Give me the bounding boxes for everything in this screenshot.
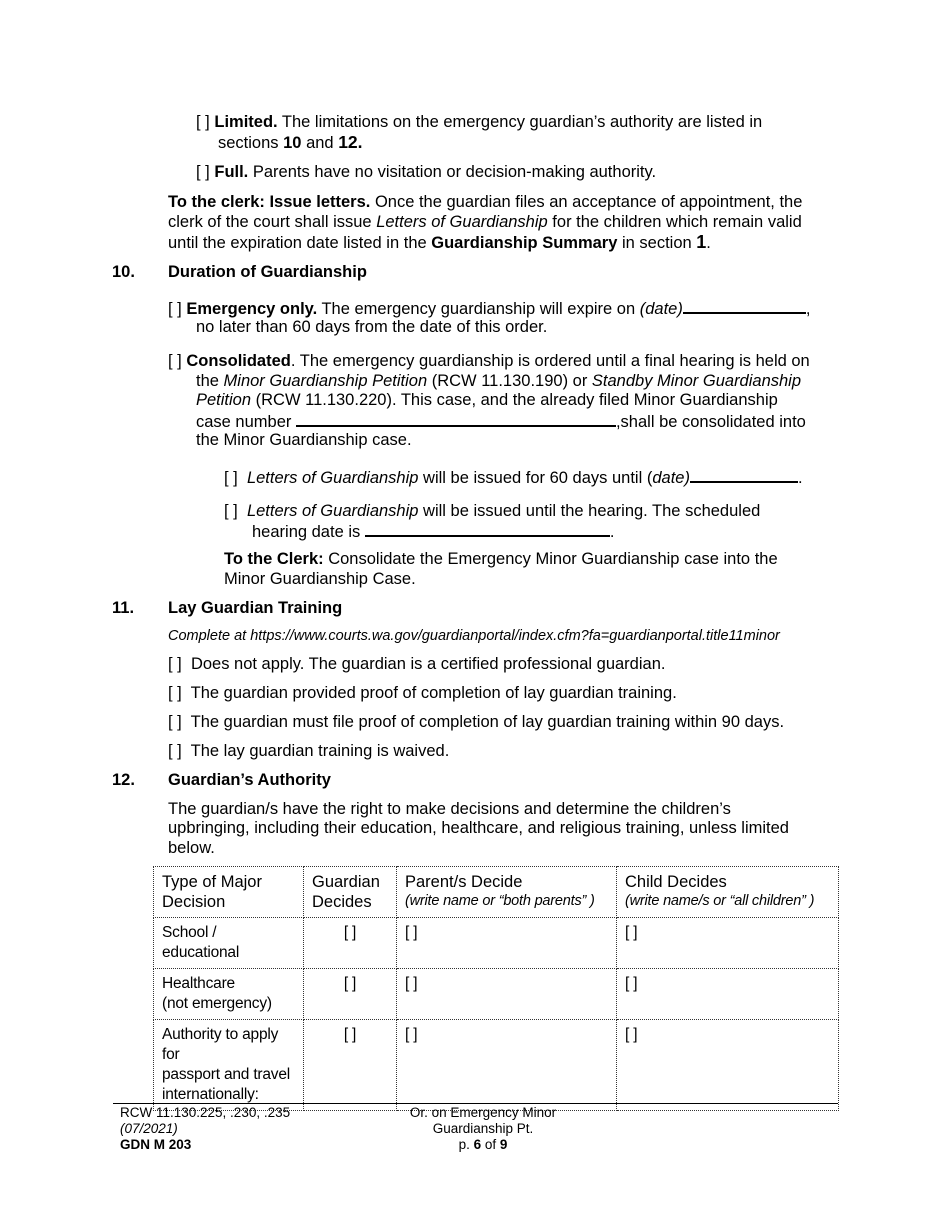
section-11-number: 11. xyxy=(112,599,135,617)
guardian-decides-checkbox[interactable]: [ ] xyxy=(304,969,397,1020)
limited-option xyxy=(196,112,762,132)
section-10-title: Duration of Guardianship xyxy=(168,263,367,281)
footer-title-line1: Or. on Emergency Minor xyxy=(409,1105,557,1120)
training-option-2: [ ] The guardian provided proof of completion of lay guardian training. xyxy=(168,684,677,702)
child-decides-field[interactable]: [ ] xyxy=(617,1020,839,1111)
letters-60-days-checkbox[interactable]: [ ] xyxy=(224,469,238,487)
emergency-only-option: [ ] Emergency only. The emergency guardianship will expire on (date) , xyxy=(168,297,810,319)
footer-divider xyxy=(113,1103,838,1104)
clerk-issue-letters-line2: clerk of the court shall issue Letters of Guardianship for the children which remain valid xyxy=(168,213,802,231)
hearing-date-line: hearing date is . xyxy=(252,520,614,542)
authority-intro-line3: below. xyxy=(168,839,215,857)
limited-text: The limitations on the emergency guardian’s authority are listed in xyxy=(277,113,763,131)
section-ref-12: 12. xyxy=(338,132,363,152)
parent-decides-field[interactable]: [ ] xyxy=(397,969,617,1020)
consolidated-line4: case number ,shall be consolidated into xyxy=(196,410,806,432)
consolidated-checkbox[interactable]: [ ] xyxy=(168,352,182,370)
letters-until-date-field[interactable] xyxy=(690,466,798,483)
header-type: Type of Major Decision xyxy=(154,867,304,918)
authority-intro-line1: The guardian/s have the right to make decisions and determine the children’s xyxy=(168,800,731,818)
clerk-issue-letters-line3: until the expiration date listed in the Guardianship Summary in section 1. xyxy=(168,232,711,252)
training-option-4-checkbox[interactable]: [ ] xyxy=(168,742,182,760)
case-number-field[interactable] xyxy=(296,410,616,427)
footer-title-line2: Guardianship Pt. xyxy=(432,1121,534,1136)
emergency-only-line2: no later than 60 days from the date of this order. xyxy=(196,318,548,336)
letters-60-days-option: [ ] Letters of Guardianship will be issued for 60 days until (date) . xyxy=(224,466,803,488)
training-url-note: Complete at https://www.courts.wa.gov/guardianportal/index.cfm?fa=guardianportal.title11minor xyxy=(168,628,780,644)
table-row xyxy=(154,969,839,1020)
section-10-number: 10. xyxy=(112,263,135,281)
emergency-only-label: Emergency only. xyxy=(186,300,318,318)
child-decides-field[interactable]: [ ] xyxy=(617,969,839,1020)
footer-page-number: p. 6 of 9 xyxy=(458,1137,508,1152)
row-type-healthcare: Healthcare (not emergency) xyxy=(154,969,304,1020)
header-parent: Parent/s Decide (write name or “both parents” ) xyxy=(397,867,617,918)
table-header-row xyxy=(154,867,839,918)
table-row xyxy=(154,1020,839,1111)
authority-table xyxy=(153,866,839,1111)
row-type-passport: Authority to apply for passport and travel internationally: xyxy=(154,1020,304,1111)
full-checkbox[interactable]: [ ] xyxy=(196,163,210,181)
header-guardian: Guardian Decides xyxy=(304,867,397,918)
consolidated-line2: the Minor Guardianship Petition (RCW 11.130.190) or Standby Minor Guardianship xyxy=(196,372,802,390)
training-option-3: [ ] The guardian must file proof of completion of lay guardian training within 90 days. xyxy=(168,713,785,731)
letters-until-hearing-option: [ ] Letters of Guardianship will be issued until the hearing. The scheduled xyxy=(224,502,761,520)
training-option-2-checkbox[interactable]: [ ] xyxy=(168,684,182,702)
section-11-title: Lay Guardian Training xyxy=(168,599,343,617)
limited-checkbox[interactable]: [ ] xyxy=(196,113,210,131)
clerk-consolidate-line2: Minor Guardianship Case. xyxy=(224,570,416,588)
letters-until-hearing-checkbox[interactable]: [ ] xyxy=(224,502,238,520)
consolidated-line5: the Minor Guardianship case. xyxy=(196,431,412,449)
parent-decides-field[interactable]: [ ] xyxy=(397,1020,617,1111)
limited-sections: sections 10 and 12. xyxy=(218,132,363,152)
authority-intro-line2: upbringing, including their education, healthcare, and religious training, unless limited xyxy=(168,819,789,837)
guardian-decides-checkbox[interactable]: [ ] xyxy=(304,1020,397,1111)
row-type-school: School / educational xyxy=(154,918,304,969)
section-12-title: Guardian’s Authority xyxy=(168,771,331,789)
footer-form-id: GDN M 203 xyxy=(120,1137,192,1152)
consolidated-option: [ ] Consolidated. The emergency guardianship is ordered until a final hearing is held on xyxy=(168,352,810,370)
footer-rcw: RCW 11.130.225, .230, .235 xyxy=(120,1105,291,1120)
guardian-decides-checkbox[interactable]: [ ] xyxy=(304,918,397,969)
training-option-3-checkbox[interactable]: [ ] xyxy=(168,713,182,731)
parent-decides-field[interactable]: [ ] xyxy=(397,918,617,969)
section-ref-10: 10 xyxy=(283,134,302,152)
consolidated-label: Consolidated xyxy=(186,352,291,370)
training-option-4: [ ] The lay guardian training is waived. xyxy=(168,742,450,760)
footer-date: (07/2021) xyxy=(120,1121,178,1136)
training-option-1-checkbox[interactable]: [ ] xyxy=(168,655,182,673)
table-row xyxy=(154,918,839,969)
footer-left xyxy=(120,1105,290,1153)
header-child: Child Decides (write name/s or “all children” ) xyxy=(617,867,839,918)
emergency-only-checkbox[interactable]: [ ] xyxy=(168,300,182,318)
clerk-consolidate: To the Clerk: Consolidate the Emergency Minor Guardianship case into the xyxy=(224,550,778,568)
emergency-date-field[interactable] xyxy=(683,297,806,314)
clerk-issue-letters: To the clerk: Issue letters. Once the guardian files an acceptance of appointment, the xyxy=(168,193,803,211)
full-text: Parents have no visitation or decision-making authority. xyxy=(248,163,657,181)
consolidated-line3: Petition (RCW 11.130.220). This case, and the already filed Minor Guardianship xyxy=(196,391,778,409)
footer-center xyxy=(383,1105,583,1153)
hearing-date-field[interactable] xyxy=(365,520,610,537)
full-option xyxy=(196,162,656,182)
section-12-number: 12. xyxy=(112,771,135,789)
child-decides-field[interactable]: [ ] xyxy=(617,918,839,969)
full-label: Full. xyxy=(214,163,249,181)
limited-label: Limited. xyxy=(214,113,278,131)
training-option-1: [ ] Does not apply. The guardian is a certified professional guardian. xyxy=(168,655,666,673)
